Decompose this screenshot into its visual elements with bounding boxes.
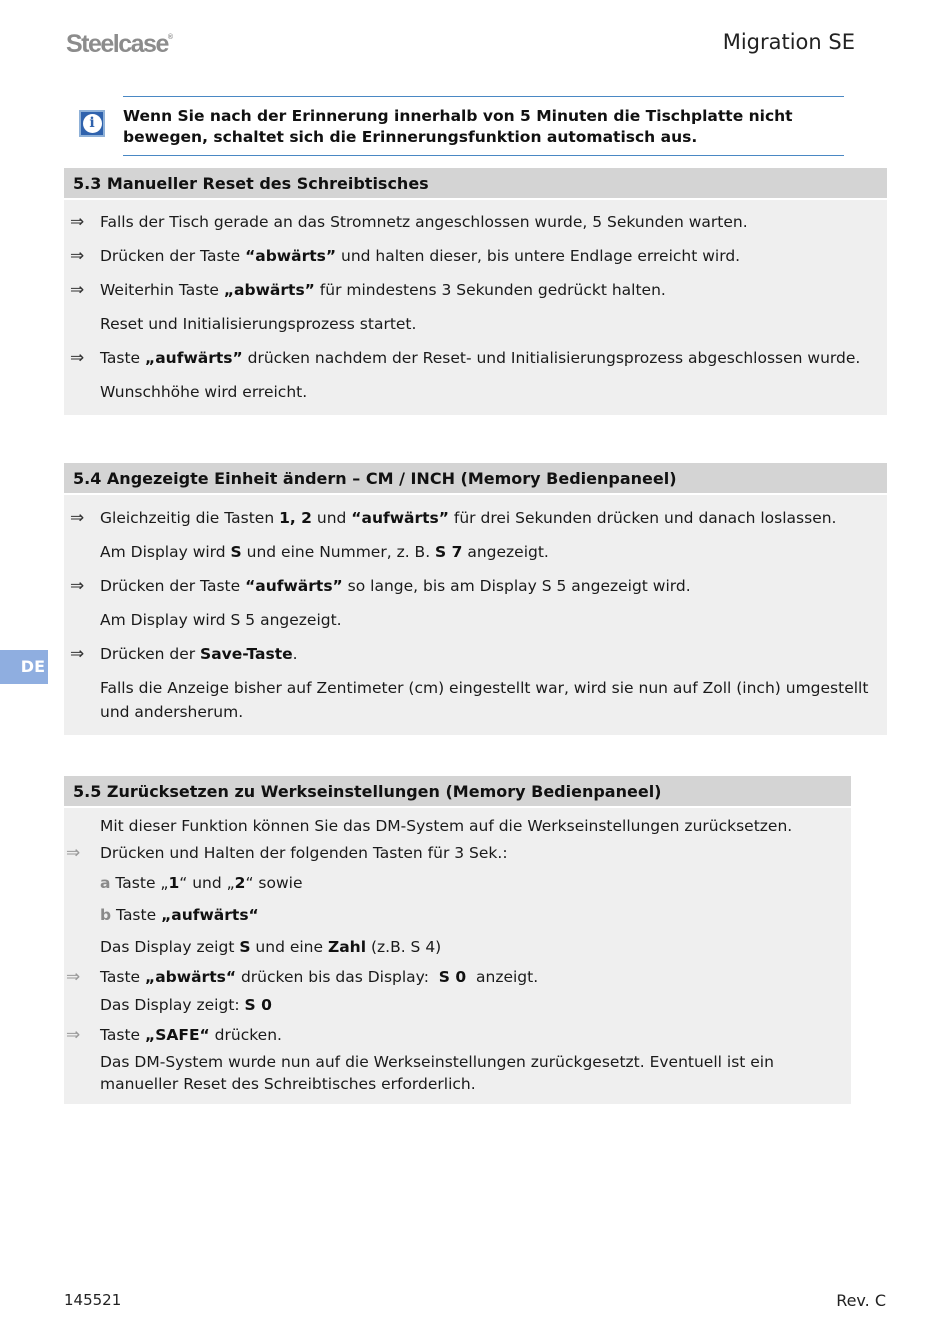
steelcase-logo: Steelcase®	[66, 30, 174, 58]
result-text: Falls die Anzeige bisher auf Zentimeter (cm) eingestellt war, wird sie nun auf Zoll (inch) umgestellt und andersherum.	[100, 679, 869, 721]
step-text: Drücken der Taste “abwärts” und halten dieser, bis untere Endlage erreicht wird.	[100, 247, 741, 265]
section-5-5	[64, 776, 851, 1104]
step-text: Taste „abwärts“ drücken bis das Display: S 0 anzeigt.	[100, 968, 539, 986]
arrow-icon: ⇒	[70, 644, 85, 664]
document-number: 145521	[64, 1291, 122, 1309]
section-5-5-title: 5.5 Zurücksetzen zu Werkseinstellungen (Memory Bedienpaneel)	[64, 776, 851, 808]
result-text: Am Display wird S und eine Nummer, z. B. S 7 angezeigt.	[100, 543, 549, 561]
result-text: Das Display zeigt: S 0	[100, 996, 272, 1014]
info-note: Wenn Sie nach der Erinnerung innerhalb von 5 Minuten die Tischplatte nicht bewegen, schaltet sich die Erinnerungsfunktion automatisch aus.	[123, 96, 844, 156]
document-title: Migration SE	[722, 30, 855, 54]
substep-b: b Taste „aufwärts“	[100, 906, 259, 924]
arrow-icon: ⇒	[70, 280, 85, 300]
arrow-icon: ⇒	[66, 1025, 81, 1045]
language-tab: DE	[0, 650, 48, 684]
section-5-3	[64, 168, 887, 415]
arrow-icon: ⇒	[70, 212, 85, 232]
step-text: Weiterhin Taste „abwärts” für mindestens 3 Sekunden gedrückt halten.	[100, 281, 666, 299]
result-text: Das Display zeigt S und eine Zahl (z.B. S 4)	[100, 938, 442, 956]
section-5-3-title: 5.3 Manueller Reset des Schreibtisches	[64, 168, 887, 200]
intro-text: Mit dieser Funktion können Sie das DM-System auf die Werkseinstellungen zurücksetzen.	[100, 817, 793, 835]
substep-a: a Taste „1“ und „2“ sowie	[100, 874, 303, 892]
step-text: Taste „SAFE“ drücken.	[100, 1026, 282, 1044]
step-text: Drücken und Halten der folgenden Tasten für 3 Sek.:	[100, 844, 508, 862]
result-text: Am Display wird S 5 angezeigt.	[100, 611, 342, 629]
step-text: Falls der Tisch gerade an das Stromnetz angeschlossen wurde, 5 Sekunden warten.	[100, 213, 748, 231]
arrow-icon: ⇒	[70, 246, 85, 266]
arrow-icon: ⇒	[70, 508, 85, 528]
info-icon: i	[79, 110, 105, 137]
step-text: Gleichzeitig die Tasten 1, 2 und “aufwärts” für drei Sekunden drücken und danach loslassen.	[100, 509, 837, 527]
revision-label: Rev. C	[836, 1291, 886, 1310]
arrow-icon: ⇒	[70, 576, 85, 596]
step-text: Drücken der Taste “aufwärts” so lange, bis am Display S 5 angezeigt wird.	[100, 577, 691, 595]
arrow-icon: ⇒	[70, 348, 85, 368]
step-text: Drücken der Save-Taste.	[100, 645, 298, 663]
step-text: Taste „aufwärts” drücken nachdem der Reset- und Initialisierungsprozess abgeschlossen wurde.	[100, 349, 861, 367]
result-text: Wunschhöhe wird erreicht.	[100, 383, 308, 401]
result-text: Das DM-System wurde nun auf die Werkseinstellungen zurückgesetzt. Eventuell ist ein manueller Reset des Schreibtisches erforderlich.	[100, 1053, 774, 1093]
result-text: Reset und Initialisierungsprozess startet.	[100, 315, 417, 333]
arrow-icon: ⇒	[66, 843, 81, 863]
section-5-4-title: 5.4 Angezeigte Einheit ändern – CM / INCH (Memory Bedienpaneel)	[64, 463, 887, 495]
arrow-icon: ⇒	[66, 967, 81, 987]
registered-mark: ®	[167, 34, 174, 41]
section-5-4	[64, 463, 887, 735]
